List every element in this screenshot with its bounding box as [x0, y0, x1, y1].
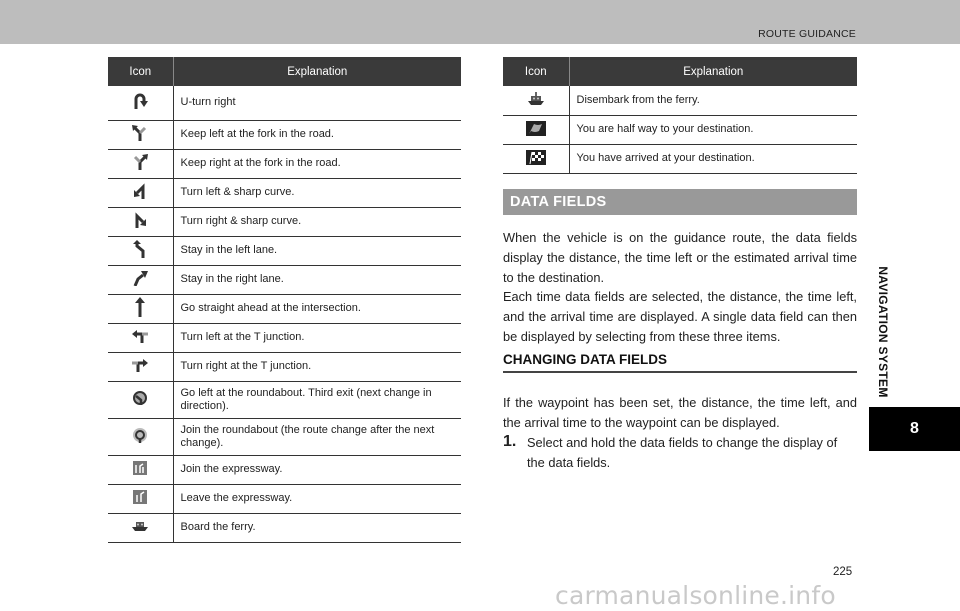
table-row — [108, 86, 461, 120]
row-explanation: Join the expressway. — [173, 455, 461, 484]
table-row — [108, 513, 461, 542]
t-junction-right-icon — [132, 358, 148, 375]
table-row — [108, 207, 461, 236]
row-explanation: Stay in the left lane. — [173, 236, 461, 265]
icon-explanation-table-right — [503, 57, 857, 174]
table-row — [108, 352, 461, 381]
row-explanation: Go left at the roundabout. Third exit (next change in direction). — [173, 381, 461, 418]
row-explanation: You have arrived at your destination. — [569, 144, 857, 173]
roundabout-third-exit-icon — [132, 390, 148, 409]
row-explanation: Turn left & sharp curve. — [173, 178, 461, 207]
paragraph-waypoint: If the waypoint has been set, the distance, the time left, and the arrival time to the waypoint can be displayed. — [503, 395, 857, 430]
keep-right-fork-icon — [132, 154, 148, 173]
paragraph-data-fields-intro: When the vehicle is on the guidance route, the data fields display the distance, the time left or the estimated arrival time to the destination. — [503, 230, 857, 285]
table-row — [108, 265, 461, 294]
row-explanation: Turn right & sharp curve. — [173, 207, 461, 236]
row-explanation: Board the ferry. — [173, 513, 461, 542]
row-explanation: Stay in the right lane. — [173, 265, 461, 294]
row-explanation: Keep left at the fork in the road. — [173, 120, 461, 149]
stay-right-lane-icon — [132, 270, 148, 289]
running-head: ROUTE GUIDANCE — [758, 28, 856, 40]
stay-left-lane-icon — [133, 240, 147, 261]
straight-ahead-icon — [134, 297, 146, 320]
table-row — [108, 178, 461, 207]
watermark: carmanualsonline.info — [555, 581, 836, 610]
step-1 — [503, 433, 857, 473]
row-explanation: Join the roundabout (the route change after the next change). — [173, 418, 461, 455]
table-row — [108, 294, 461, 323]
table-row — [108, 455, 461, 484]
disembark-ferry-icon — [528, 92, 544, 109]
row-explanation: U-turn right — [173, 86, 461, 120]
t-junction-left-icon — [132, 329, 148, 346]
sharp-left-turn-icon — [133, 183, 147, 202]
section-side-label-text: NAVIGATION SYSTEM — [876, 266, 890, 398]
column-header-explanation: Explanation — [569, 57, 857, 86]
join-expressway-icon — [133, 461, 147, 478]
table-row — [503, 144, 857, 173]
row-explanation: Go straight ahead at the intersection. — [173, 294, 461, 323]
halfway-flag-icon — [526, 121, 546, 139]
board-ferry-icon — [132, 520, 148, 535]
step-number: 1. — [503, 433, 517, 450]
table-row — [503, 115, 857, 144]
u-turn-right-icon — [132, 92, 148, 113]
section-heading-data-fields: DATA FIELDS — [503, 189, 857, 215]
row-explanation: Turn right at the T junction. — [173, 352, 461, 381]
table-row — [108, 149, 461, 178]
table-row — [108, 484, 461, 513]
table-row — [108, 381, 461, 418]
row-explanation: Leave the expressway. — [173, 484, 461, 513]
step-text: Select and hold the data fields to change the display of the data fields. — [527, 435, 838, 470]
paragraph-data-fields-selection: Each time data fields are selected, the distance, the time left, and the arrival time are displayed. A single data field can then be displayed by selecting from these three items. — [503, 289, 857, 344]
leave-expressway-icon — [133, 490, 147, 507]
keep-left-fork-icon — [132, 125, 148, 144]
checkered-flag-icon — [526, 150, 546, 168]
page-number: 225 — [833, 566, 853, 578]
row-explanation: Turn left at the T junction. — [173, 323, 461, 352]
table-row — [108, 236, 461, 265]
row-explanation: Disembark from the ferry. — [569, 86, 857, 115]
table-row — [108, 323, 461, 352]
table-row — [503, 86, 857, 115]
table-row — [108, 418, 461, 455]
sharp-right-turn-icon — [133, 212, 147, 231]
column-header-icon: Icon — [503, 57, 569, 86]
icon-explanation-table-left — [108, 57, 461, 543]
table-row — [108, 120, 461, 149]
column-header-icon: Icon — [108, 57, 173, 86]
chapter-tab: 8 — [869, 407, 960, 451]
roundabout-join-icon — [132, 427, 148, 446]
column-header-explanation: Explanation — [173, 57, 461, 86]
row-explanation: Keep right at the fork in the road. — [173, 149, 461, 178]
subheading-changing-data-fields: CHANGING DATA FIELDS — [503, 352, 857, 373]
section-side-label — [872, 262, 894, 402]
row-explanation: You are half way to your destination. — [569, 115, 857, 144]
